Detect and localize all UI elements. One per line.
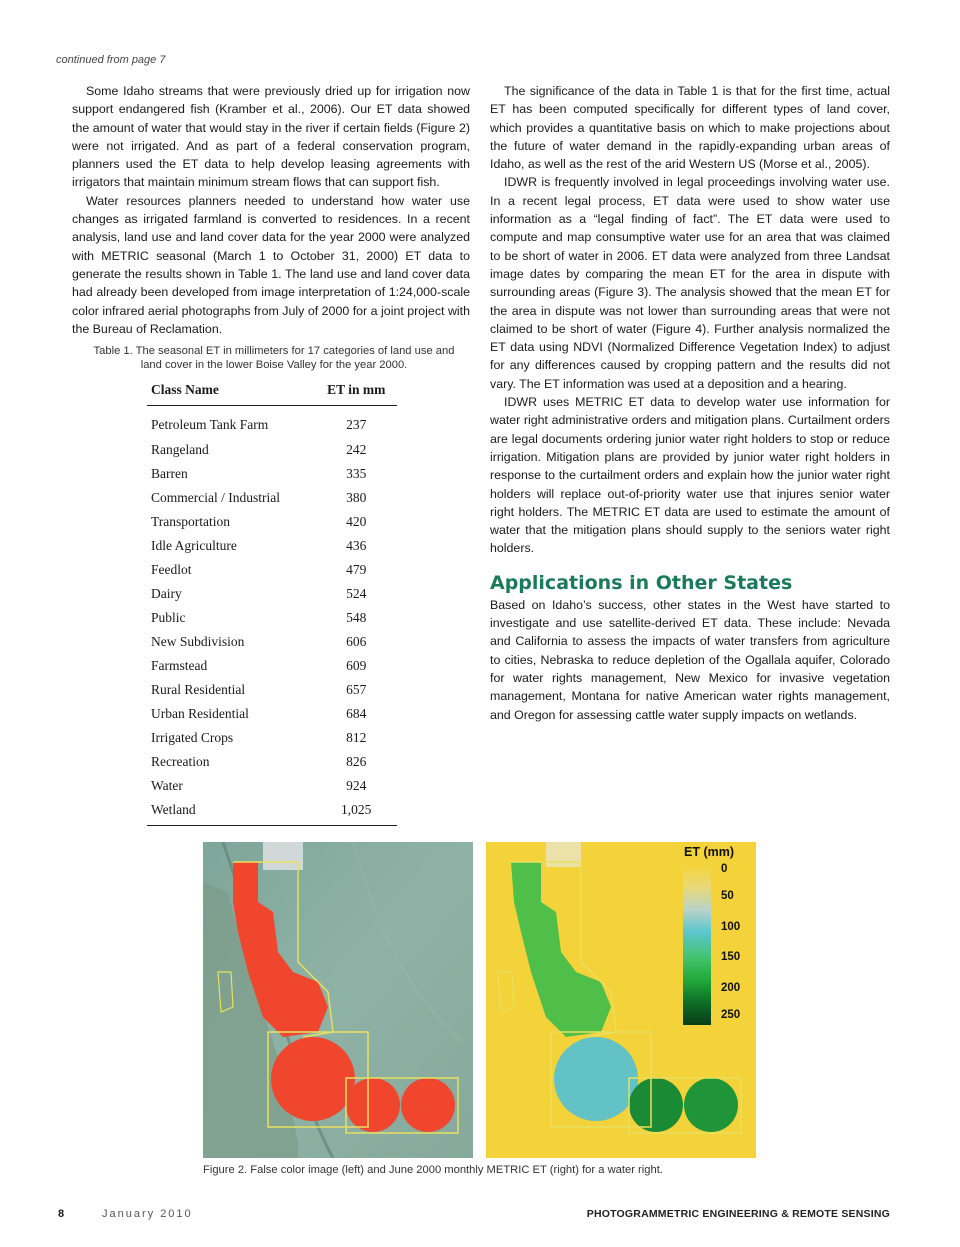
et-value-cell: 436 [346,538,367,553]
legend-label: 200 [721,982,741,994]
table-header-class: Class Name [147,378,315,406]
table-row [147,486,397,510]
et-legend [681,845,751,1025]
et-value-cell: 924 [346,778,367,793]
class-name-cell: Commercial / Industrial [151,490,280,505]
table-row [147,774,397,798]
table-row [147,726,397,750]
class-name-cell: Rangeland [151,442,209,457]
paragraph-other-states: Based on Idaho’s success, other states in the West have started to investigate and use satellite-derived ET data. These include: Nevada and California to assess the impacts of water transfers from agriculture to cities, Nebraska to reduce depletion of the Ogallala aquifer, Colorado for water rights management, New Mexico for invasive vegetation management, Montana for native American water rights management, and Oregon for assessing cattle water supply impacts on wetlands. [490,597,890,722]
figure-caption: Figure 2. False color image (left) and June 2000 monthly METRIC ET (right) for a water right. [203,1164,663,1176]
et-value-cell: 609 [346,658,367,673]
table-header-et: ET in mm [315,378,397,406]
table-caption: Table 1. The seasonal ET in millimeters for 17 categories of land use and land cover in the lower Boise Valley for the year 2000. [93,345,455,371]
table-row [147,702,397,726]
class-name-cell: Urban Residential [151,706,249,721]
class-name-cell: Wetland [147,798,315,826]
class-name-cell: Water [151,778,183,793]
class-name-cell: Idle Agriculture [151,538,237,553]
et-table [147,378,397,826]
et-value-cell: 1,025 [315,798,397,826]
et-value-cell: 479 [346,562,367,577]
class-name-cell: Transportation [151,514,231,529]
right-column [490,82,890,724]
et-value-cell: 548 [346,610,367,625]
false-color-image [203,842,473,1158]
class-name-cell: Public [151,610,186,625]
legend-label: 0 [721,863,728,875]
class-name-cell: Dairy [151,586,182,601]
class-name-cell: Feedlot [151,562,192,577]
table-row [147,606,397,630]
table-row [147,654,397,678]
legend-label: 150 [721,951,741,963]
et-value-cell: 812 [346,730,367,745]
continued-from-note: continued from page 7 [56,54,166,66]
class-name-cell: Recreation [151,754,210,769]
paragraph-significance: The significance of the data in Table 1 is that for the first time, actual ET has been computed specifically for different types of land cover, which provides a quantitative basis on which to make projections about the future of water demand in the rapidly-expanding urban areas of Idaho, as well as the rest of the arid Western US (Morse et al., 2005). [490,84,890,172]
et-value-cell: 606 [346,634,367,649]
table-row [147,678,397,702]
table-row [147,510,397,534]
page-number: 8 [58,1208,65,1220]
et-value-cell: 380 [346,490,367,505]
table-row [147,582,397,606]
table-row [147,462,397,486]
table-row [147,438,397,462]
table-row [147,750,397,774]
paragraph-legal: IDWR is frequently involved in legal proceedings involving water use. In a recent legal process, ET data were used to show water use information as a “legal finding of fact”. The ET data were used to compute and map consumptive water use for an area that was claimed to be short of water in 2006. ET data were analyzed from three Landsat image dates by comparing the mean ET for the area in dispute with surrounding areas (Figure 3). The analysis showed that the mean ET for the area in dispute was not lower than surrounding areas that were not claimed to be short of water (Figure 4). Further analysis normalized the ET data using NDVI (Normalized Difference Vegetation Index) to adjust for any differences caused by cropping pattern and the results did not vary. The ET information was used at a deposition and a hearing. [490,175,890,391]
class-name-cell: Rural Residential [151,682,246,697]
legend-label: 100 [721,921,741,933]
et-value-cell: 524 [346,586,367,601]
legend-title: ET (mm) [684,845,734,859]
left-column [72,82,470,338]
et-value-cell: 237 [346,417,367,432]
class-name-cell: Irrigated Crops [151,730,234,745]
paragraph-metric: IDWR uses METRIC ET data to develop water use information for water right administrative orders and mitigation plans. Curtailment orders are legal documents ordering junior water right holders to stop or reduce irrigation. Mitigation plans are provided by junior water right holders in response to the curtailment orders and explain how the junior water right holders will replace out-of-priority water use that injures senior water right holders. The METRIC ET data are used to estimate the amount of water that the mitigation plans should supply to the seniors water right holders. [490,395,890,556]
paragraph-planners: Water resources planners needed to understand how water use changes as irrigated farmland is converted to residences. In a recent analysis, land use and land cover data for the year 2000 were analyzed with METRIC seasonal (March 1 to October 31, 2000) ET data to generate the results shown in Table 1. The land use and land cover data had already been developed from image interpretation of 1:24,000-scale color infrared aerial photographs from July of 2000 for a joint project with the Bureau of Reclamation. [72,193,470,336]
legend-color-bar [683,865,711,1025]
et-value-cell: 684 [346,706,367,721]
class-name-cell: Farmstead [151,658,208,673]
et-value-cell: 420 [346,514,367,529]
et-value-cell: 242 [346,442,367,457]
et-value-cell: 826 [346,754,367,769]
class-name-cell: Petroleum Tank Farm [151,417,269,432]
legend-label: 250 [721,1009,741,1021]
et-value-cell: 335 [346,466,367,481]
et-value-cell: 657 [346,682,367,697]
table-row [147,798,397,826]
table-row [147,558,397,582]
table-row [147,534,397,558]
table-row [147,406,397,439]
section-heading: Applications in Other States [490,571,793,594]
class-name-cell: Barren [151,466,188,481]
class-name-cell: New Subdivision [151,634,245,649]
issue-date: January 2010 [102,1208,193,1220]
paragraph-fish: Some Idaho streams that were previously dried up for irrigation now support endangered fish (Kramber et al., 2006). Our ET data showed the amount of water that would stay in the river if certain fields (Figure 2) were not irrigated. And as part of a federal conservation program, planners used the ET data to help develop leasing agreements with irrigators that maintain minimum stream flows that can support fish. [72,84,470,190]
table-row [147,630,397,654]
legend-label: 50 [721,890,734,902]
journal-name: PHOTOGRAMMETRIC ENGINEERING & REMOTE SENSING [586,1208,890,1220]
